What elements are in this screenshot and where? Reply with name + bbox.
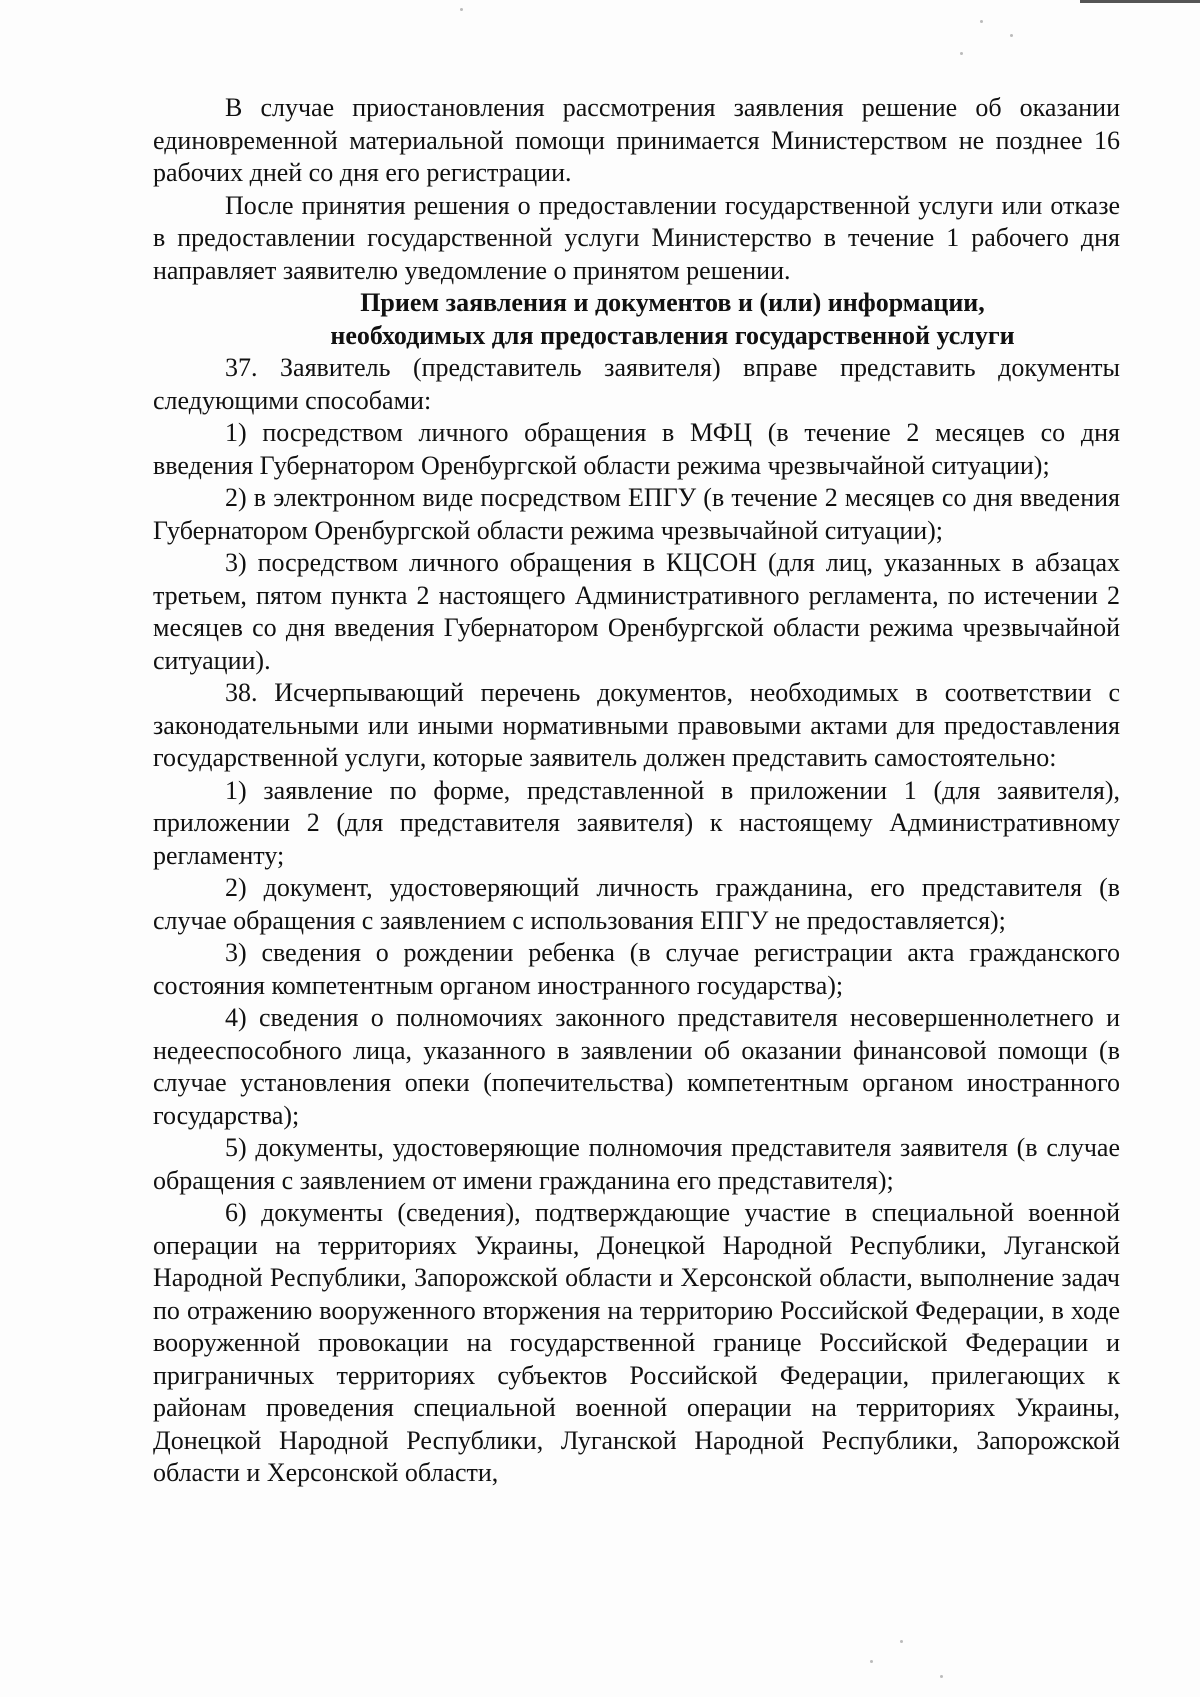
list-item: 6) документы (сведения), подтверждающие участие в специальной военной операции на территориях Украины, Донецкой Народной Республики, Луганской Народной Республики, Запорожской области и Херсонской области, выполнение задач по отражению вооруженного вторжения на территорию Российской Федерации, в ходе вооруженной провокации на государственной границе Российской Федерации и приграничных территориях субъектов Российской Федерации, прилегающих к районам проведения специальной военной операции на территориях Украины, Донецкой Народной Республики, Луганской Народной Республики, Запорожской области и Херсонской области, — [153, 1198, 1120, 1487]
paragraph: После принятия решения о предоставлении государственной услуги или отказе в предоставлении государственной услуги Министерство в течение 1 рабочего дня направляет заявителю уведомление о принятом решении. — [153, 190, 1120, 285]
section-heading-line: Прием заявления и документов и (или) информации, — [360, 288, 985, 317]
scan-speck — [1010, 34, 1013, 37]
list-item: 3) сведения о рождении ребенка (в случае регистрации акта гражданского состояния компетентным органом иностранного государства); — [153, 938, 1120, 1000]
scan-speck — [940, 1675, 943, 1678]
scan-speck — [870, 1660, 873, 1663]
scan-speck — [460, 8, 463, 11]
list-item: 2) в электронном виде посредством ЕПГУ (в течение 2 месяцев со дня введения Губернатором Оренбургской области режима чрезвычайной ситуации); — [153, 483, 1120, 545]
paragraph: 38. Исчерпывающий перечень документов, необходимых в соответствии с законодательными или иными нормативными правовыми актами для предоставления государственной услуги, которые заявитель должен представить самостоятельно: — [153, 678, 1120, 772]
scan-speck — [980, 20, 983, 23]
section-heading-line: необходимых для предоставления государственной услуги — [330, 320, 1015, 350]
list-item: 2) документ, удостоверяющий личность гражданина, его представителя (в случае обращения с заявлением с использования ЕПГУ не предоставляется); — [153, 873, 1120, 935]
document-body — [153, 92, 1120, 1490]
list-item: 3) посредством личного обращения в КЦСОН (для лиц, указанных в абзацах третьем, пятом пункта 2 настоящего Административного регламента, по истечении 2 месяцев со дня введения Губернатором Оренбургской области режима чрезвычайной ситуации). — [153, 548, 1120, 675]
paragraph: В случае приостановления рассмотрения заявления решение об оказании единовременной материальной помощи принимается Министерством не позднее 16 рабочих дней со дня его регистрации. — [153, 93, 1120, 187]
scan-speck — [960, 52, 963, 55]
paragraph: 37. Заявитель (представитель заявителя) вправе представить документы следующими способами: — [153, 353, 1120, 415]
top-edge-rule — [1080, 0, 1200, 3]
list-item: 5) документы, удостоверяющие полномочия представителя заявителя (в случае обращения с заявлением от имени гражданина его представителя); — [153, 1133, 1120, 1195]
list-item: 1) заявление по форме, представленной в приложении 1 (для заявителя), приложении 2 (для представителя заявителя) к настоящему Административному регламенту; — [153, 775, 1120, 870]
list-item: 4) сведения о полномочиях законного представителя несовершеннолетнего и недееспособного лица, указанного в заявлении об оказании финансовой помощи (в случае установления опеки (попечительства) компетентным органом иностранного государства); — [153, 1003, 1120, 1130]
section-heading — [153, 287, 1120, 352]
scan-speck — [900, 1640, 903, 1643]
list-item: 1) посредством личного обращения в МФЦ (в течение 2 месяцев со дня введения Губернатором Оренбургской области режима чрезвычайной ситуации); — [153, 418, 1120, 480]
